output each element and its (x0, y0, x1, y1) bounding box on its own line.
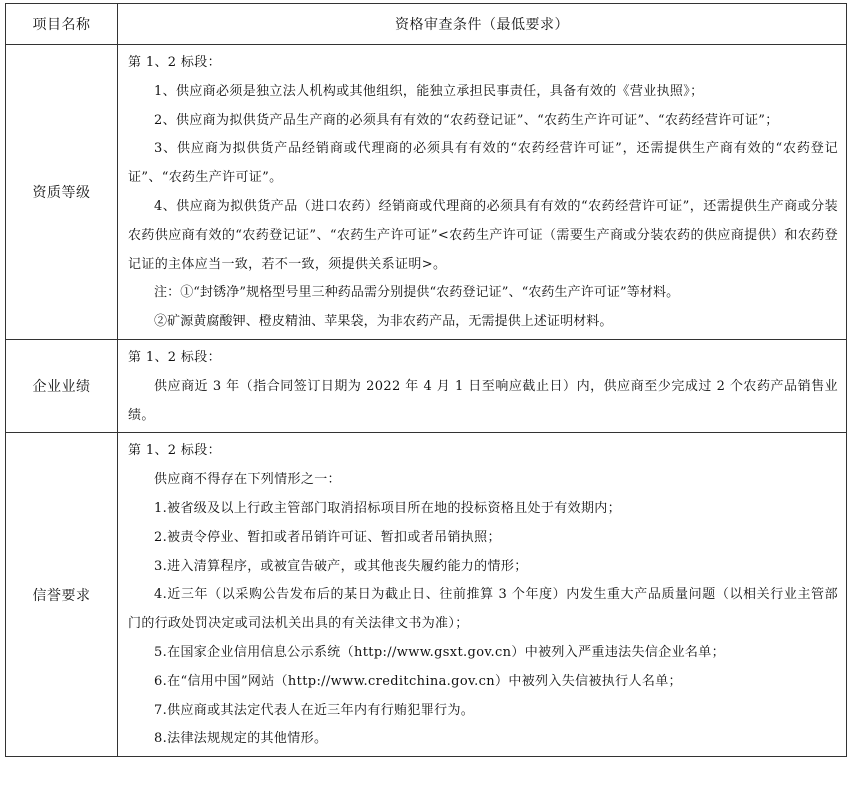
row-content-credit-requirements (118, 433, 847, 757)
requirement-item: 8.法律法规规定的其他情形。 (154, 731, 328, 747)
row-enterprise-performance (6, 339, 847, 432)
row-credit-requirements (6, 433, 847, 757)
row-name-credit-requirements: 信誉要求 (6, 433, 118, 757)
requirement-item: 5.在国家企业信用信息公示系统（http://www.gsxt.gov.cn）中被列入严重违法失信企业名单； (154, 644, 725, 660)
header-qualification-conditions: 资格审查条件（最低要求） (118, 4, 847, 45)
note-item: 注：①“封锈净”规格型号里三种药品需分别提供“农药登记证”、“农药生产许可证”等材料。 (154, 285, 680, 301)
row-qualification-level (6, 45, 847, 340)
note-item: ②矿源黄腐酸钾、橙皮精油、苹果袋，为非农药产品，无需提供上述证明材料。 (154, 314, 613, 330)
requirement-item: 1.被省级及以上行政主管部门取消招标项目所在地的投标资格且处于有效期内； (154, 500, 622, 516)
qualification-table (5, 3, 847, 757)
requirement-item: 2.被责令停业、暂扣或者吊销许可证、暂扣或者吊销执照； (154, 529, 501, 545)
requirement-item: 4.近三年（以采购公告发布后的某日为截止日、往前推算 3 个年度）内发生重大产品质量问题（以相关行业主管部门的行政处罚决定或司法机关出具的有关法律文书为准）； (128, 587, 838, 632)
requirement-item: 3.进入清算程序，或被宣告破产，或其他丧失履约能力的情形； (154, 558, 528, 574)
section-label: 第 1、2 标段： (128, 55, 221, 70)
requirement-item: 2、供应商为拟供货产品生产商的必须具有有效的“农药登记证”、“农药生产许可证”、“农药经营许可证”； (154, 112, 779, 128)
requirement-item: 3、供应商为拟供货产品经销商或代理商的必须具有有效的“农药经营许可证”，还需提供生产商有效的“农药登记证”、“农药生产许可证”。 (128, 141, 838, 186)
requirement-item: 供应商近 3 年（指合同签订日期为 2022 年 4 月 1 日至响应截止日）内，供应商至少完成过 2 个农药产品销售业绩。 (128, 378, 838, 423)
section-label: 第 1、2 标段： (128, 443, 221, 459)
requirement-item: 1、供应商必须是独立法人机构或其他组织，能独立承担民事责任，具备有效的《营业执照》； (154, 83, 704, 99)
header-row (6, 4, 847, 45)
row-name-qualification-level: 资质等级 (6, 45, 118, 340)
requirement-item: 4、供应商为拟供货产品（进口农药）经销商或代理商的必须具有有效的“农药经营许可证”，还需提供生产商或分装农药供应商有效的“农药登记证”、“农药生产许可证”<农药生产许可证（需要生产商或分装农药的供应商提供）和农药登记证的主体应当一致，若不一致，须提供关系证明>。 (128, 198, 838, 272)
row-content-enterprise-performance (118, 339, 847, 432)
section-label: 第 1、2 标段： (128, 349, 221, 365)
row-name-enterprise-performance: 企业业绩 (6, 339, 118, 432)
requirement-item: 6.在“信用中国”网站（http://www.creditchina.gov.cn）中被列入失信被执行人名单； (154, 673, 682, 689)
row-content-qualification-level (118, 45, 847, 340)
requirement-item: 7.供应商或其法定代表人在近三年内有行贿犯罪行为。 (154, 702, 475, 718)
header-project-name: 项目名称 (6, 4, 118, 45)
requirement-item: 供应商不得存在下列情形之一： (154, 472, 341, 488)
